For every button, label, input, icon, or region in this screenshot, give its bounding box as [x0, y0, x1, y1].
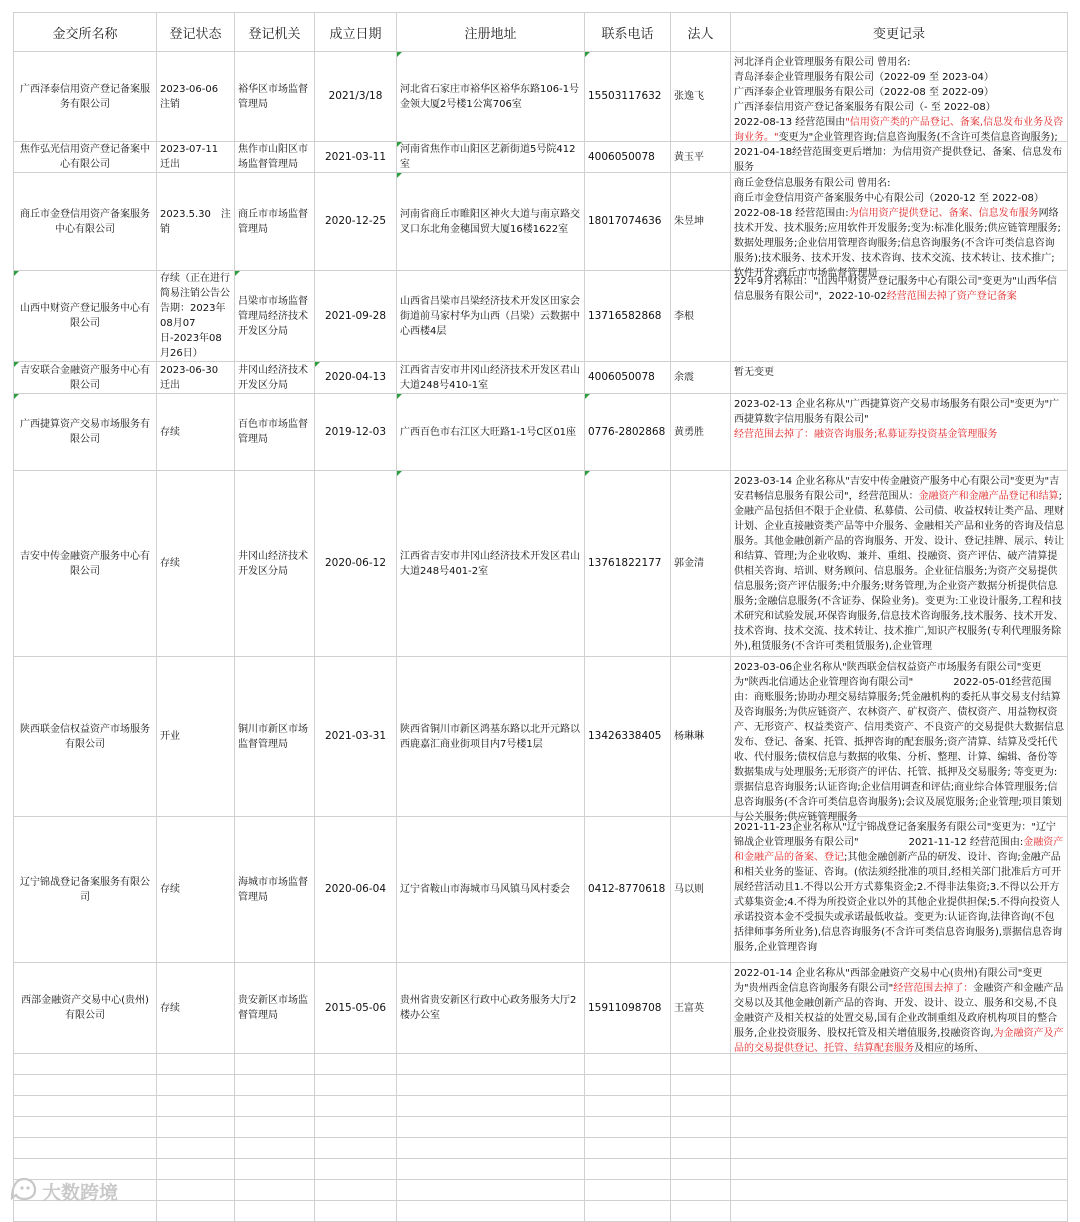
change-log-text: 暂无变更 — [734, 367, 774, 378]
empty-cell — [731, 1075, 1068, 1096]
change-log-line — [734, 427, 1064, 442]
status-cell: 2023.5.30 注销 — [157, 173, 235, 271]
phone-cell: 15503117632 — [585, 52, 671, 142]
change-log-text: 金融资产和金融产品交易以及其他金融创新产品的咨询、开发、设计、设立、服务和交易,不良金融资产及相关权益的处置交易,国有企业改制重组及政府机构项目的整合服务,企业投资服务、股权托管及相关增值服务,投融资咨询, — [734, 983, 1064, 1039]
change-log-line — [734, 115, 1064, 145]
change-log-text: ;其他金融创新产品的研发、设计、咨询;金融产品和相关业务的鉴证、咨询。(依法须经批准的项目,经相关部门批准后方可开展经营活动且1.不得以公开方式募集资金;2.不得非法集资;3.不得以公开方式募集资金;4.不得为所投资企业以外的其他企业提供担保;5.不得向投资人承诺投资本金不受损失或承诺最低收益。变更为:认证咨询,法律咨询(不包括律师事务所业务),信息咨询服务(不含许可类信息咨询服务),票据信息咨询服务,企业管理咨询 — [734, 852, 1063, 953]
company-name-cell: 吉安联合金融资产服务中心有限公司 — [14, 362, 157, 394]
status-cell: 存续 — [157, 817, 235, 963]
change-log-cell — [731, 471, 1068, 657]
change-log-text: 商丘市金登信用资产备案服务中心有限公司（2020-12 至 2022-08） — [734, 193, 1044, 204]
empty-cell — [731, 1180, 1068, 1201]
phone-cell: 0776-2802868 — [585, 394, 671, 471]
founded-date-cell: 2015-05-06 — [315, 963, 397, 1054]
header-cell: 联系电话 — [585, 13, 671, 52]
change-log-highlight: 经营范围去掉了：融资咨询服务;私募证券投资基金管理服务 — [734, 429, 998, 440]
company-name-cell: 商丘市金登信用资产备案服务中心有限公司 — [14, 173, 157, 271]
phone-cell: 13761822177 — [585, 471, 671, 657]
phone-cell: 13426338405 — [585, 657, 671, 817]
empty-cell — [731, 1201, 1068, 1222]
change-log-cell — [731, 142, 1068, 173]
empty-cell — [585, 1075, 671, 1096]
empty-cell — [671, 1201, 731, 1222]
empty-row — [14, 1054, 1068, 1075]
founded-date-cell: 2021/3/18 — [315, 52, 397, 142]
legal-person-cell: 朱昱坤 — [671, 173, 731, 271]
phone-cell: 4006050078 — [585, 362, 671, 394]
change-log-text: 网络技术开发、技术服务;应用软件开发服务;变为:标准化服务;供应链管理服务;数据处理服务;企业信用管理咨询服务;信息咨询服务(不含许可类信息咨询服务);技术服务、技术开发、技术咨询、技术交流、技术转让、技术推广;软件开发;商丘市市场监督管理局 — [734, 208, 1061, 279]
address-cell: 山西省吕梁市吕梁经济技术开发区田家会街道前马家村华为山西（吕梁）云数据中心西楼4层 — [397, 271, 585, 362]
header-cell: 登记状态 — [157, 13, 235, 52]
founded-date-cell: 2021-03-11 — [315, 142, 397, 173]
table-row — [14, 963, 1068, 1054]
address-cell: 辽宁省鞍山市海城市马风镇马风村委会 — [397, 817, 585, 963]
header-cell: 注册地址 — [397, 13, 585, 52]
empty-cell — [731, 1159, 1068, 1180]
empty-row — [14, 1201, 1068, 1222]
legal-person-cell: 王富英 — [671, 963, 731, 1054]
empty-cell — [397, 1054, 585, 1075]
table-row — [14, 817, 1068, 963]
empty-cell — [315, 1159, 397, 1180]
status-cell: 存续（正在进行简易注销公告公告期：2023年08月07日-2023年08月26日） — [157, 271, 235, 362]
status-cell: 开业 — [157, 657, 235, 817]
empty-cell — [157, 1096, 235, 1117]
empty-cell — [157, 1201, 235, 1222]
empty-cell — [14, 1117, 157, 1138]
change-log-text: 2023-03-14 企业名称从"吉安中传金融资产服务中心有限公司"变更为"吉安君畅信息服务有限公司"，经营范围从： — [734, 476, 1060, 502]
company-name-cell: 辽宁锦战登记备案服务有限公司 — [14, 817, 157, 963]
change-log-text: 2022-01-14 企业名称从"西部金融资产交易中心(贵州)有限公司"变更为"贵州西金信息咨询服务有限公司" — [734, 968, 1043, 994]
change-log-text: 商丘金登信息服务有限公司 曾用名: — [734, 178, 891, 189]
change-log-cell — [731, 52, 1068, 142]
empty-cell — [235, 1117, 315, 1138]
header-row — [14, 13, 1068, 52]
change-log-text: 2022-08-13 经营范围由 — [734, 117, 846, 128]
empty-cell — [397, 1096, 585, 1117]
empty-cell — [315, 1201, 397, 1222]
table-row — [14, 394, 1068, 471]
change-log-highlight: 为金融资产及产品的交易提供登记、托管、结算配套服务 — [734, 1028, 1064, 1054]
empty-cell — [157, 1054, 235, 1075]
change-log-line — [734, 191, 1064, 206]
founded-date-cell: 2020-06-12 — [315, 471, 397, 657]
phone-cell: 18017074636 — [585, 173, 671, 271]
table-row — [14, 173, 1068, 271]
change-log-line — [734, 55, 1064, 70]
empty-cell — [235, 1201, 315, 1222]
empty-cell — [585, 1180, 671, 1201]
change-log-highlight: 经营范围去掉了资产登记备案 — [886, 291, 1017, 302]
empty-cell — [235, 1054, 315, 1075]
status-cell: 2023-06-30 迁出 — [157, 362, 235, 394]
change-log-line — [734, 100, 1064, 115]
empty-cell — [585, 1138, 671, 1159]
empty-cell — [585, 1117, 671, 1138]
change-log-text: 2021-11-23企业名称从"辽宁锦战登记备案服务有限公司"变更为："辽宁锦战企业管理服务有限公司" 2021-11-12 经营范围由: — [734, 822, 1056, 848]
change-log-line — [734, 85, 1064, 100]
change-log-highlight: 金融资产和金融产品的备案、登记 — [734, 837, 1064, 863]
table-row — [14, 471, 1068, 657]
empty-cell — [157, 1180, 235, 1201]
empty-cell — [671, 1096, 731, 1117]
phone-cell: 4006050078 — [585, 142, 671, 173]
change-log-text: 2021-04-18经营范围变更后增加：为信用资产提供登记、备案、信息发布服务 — [734, 147, 1063, 173]
empty-cell — [235, 1075, 315, 1096]
change-log-highlight: 经营范围去掉了： — [893, 983, 974, 994]
authority-cell: 百色市市场监督管理局 — [235, 394, 315, 471]
empty-cell — [235, 1159, 315, 1180]
header-cell: 金交所名称 — [14, 13, 157, 52]
empty-cell — [315, 1054, 397, 1075]
legal-person-cell: 郭金清 — [671, 471, 731, 657]
company-name-cell: 吉安中传金融资产服务中心有限公司 — [14, 471, 157, 657]
empty-cell — [671, 1159, 731, 1180]
empty-cell — [731, 1117, 1068, 1138]
empty-cell — [397, 1201, 585, 1222]
empty-cell — [235, 1180, 315, 1201]
founded-date-cell: 2020-06-04 — [315, 817, 397, 963]
empty-cell — [397, 1180, 585, 1201]
empty-cell — [14, 1138, 157, 1159]
empty-row — [14, 1096, 1068, 1117]
company-name-cell: 广西捷算资产交易市场服务有限公司 — [14, 394, 157, 471]
authority-cell: 铜川市新区市场监督管理局 — [235, 657, 315, 817]
company-name-cell: 陕西联金信权益资产市场服务有限公司 — [14, 657, 157, 817]
empty-cell — [157, 1159, 235, 1180]
ghost-logo-icon — [8, 1176, 42, 1207]
watermark — [8, 1176, 118, 1207]
phone-cell: 0412-8770618 — [585, 817, 671, 963]
legal-person-cell: 黄勇胜 — [671, 394, 731, 471]
table-row — [14, 52, 1068, 142]
header-cell: 登记机关 — [235, 13, 315, 52]
address-cell: 江西省吉安市井冈山经济技术开发区君山大道248号401-2室 — [397, 471, 585, 657]
change-log-line — [734, 176, 1064, 191]
change-log-cell — [731, 173, 1068, 279]
status-cell: 2023-06-06 注销 — [157, 52, 235, 142]
address-cell: 河北省石家庄市裕华区裕华东路106-1号金领大厦2号楼1公寓706室 — [397, 52, 585, 142]
empty-cell — [315, 1096, 397, 1117]
change-log-text: 及相应的场所、 — [914, 1043, 984, 1054]
authority-cell: 海城市市场监督管理局 — [235, 817, 315, 963]
change-log-line — [734, 660, 1064, 825]
address-cell: 江西省吉安市井冈山经济技术开发区君山大道248号410-1室 — [397, 362, 585, 394]
change-log-line — [734, 145, 1064, 175]
empty-cell — [315, 1180, 397, 1201]
status-cell: 存续 — [157, 471, 235, 657]
empty-cell — [585, 1096, 671, 1117]
empty-cell — [671, 1117, 731, 1138]
empty-row — [14, 1180, 1068, 1201]
legal-person-cell: 张逸飞 — [671, 52, 731, 142]
founded-date-cell: 2020-04-13 — [315, 362, 397, 394]
empty-cell — [14, 1054, 157, 1075]
empty-row — [14, 1075, 1068, 1096]
change-log-cell — [731, 817, 1068, 963]
phone-cell: 15911098708 — [585, 963, 671, 1054]
authority-cell: 商丘市市场监督管理局 — [235, 173, 315, 271]
company-name-cell: 山西中财资产登记服务中心有限公司 — [14, 271, 157, 362]
empty-cell — [235, 1096, 315, 1117]
founded-date-cell: 2021-09-28 — [315, 271, 397, 362]
legal-person-cell: 李根 — [671, 271, 731, 362]
empty-cell — [671, 1180, 731, 1201]
company-name-cell: 广西泽泰信用资产登记备案服务有限公司 — [14, 52, 157, 142]
empty-cell — [157, 1117, 235, 1138]
empty-cell — [235, 1138, 315, 1159]
header-cell: 成立日期 — [315, 13, 397, 52]
authority-cell: 裕华区市场监督管理局 — [235, 52, 315, 142]
empty-cell — [731, 1138, 1068, 1159]
legal-person-cell: 杨琳琳 — [671, 657, 731, 817]
address-cell: 陕西省铜川市新区鸿基东路以北开元路以西鹿嘉汇商业街项目内7号楼1层 — [397, 657, 585, 817]
table-row — [14, 142, 1068, 173]
empty-cell — [585, 1159, 671, 1180]
header-cell: 法人 — [671, 13, 731, 52]
founded-date-cell: 2019-12-03 — [315, 394, 397, 471]
founded-date-cell: 2021-03-31 — [315, 657, 397, 817]
empty-cell — [397, 1159, 585, 1180]
watermark-text: 大数跨境 — [42, 1182, 119, 1204]
empty-cell — [157, 1075, 235, 1096]
founded-date-cell: 2020-12-25 — [315, 173, 397, 271]
change-log-cell — [731, 394, 1068, 471]
change-log-cell — [731, 271, 1068, 362]
empty-cell — [397, 1138, 585, 1159]
change-log-highlight: 金融资产和金融产品登记和结算 — [918, 491, 1059, 502]
empty-cell — [14, 1096, 157, 1117]
change-log-text: 河北泽肖企业管理服务有限公司 曾用名: — [734, 57, 911, 68]
change-log-text: 变更为"企业管理咨询;信息咨询服务(不含许可类信息咨询服务); — [778, 132, 1058, 143]
change-log-line — [734, 820, 1064, 955]
change-log-text: 广西泽泰企业管理服务有限公司（2022-08 至 2022-09） — [734, 87, 994, 98]
empty-cell — [585, 1054, 671, 1075]
change-log-text: ;金融产品包括但不限于企业债、私募债、公司债、收益权转让类产品、理财计划、企业直接融资类产品等中介服务、金融相关产品和业务的咨询及信息服务。其他金融创新产品的咨询服务、开发、设计、登记挂牌、展示、转让和结算、管理;为企业收购、兼并、重组、投融资、资产评估、破产清算提供相关咨询、培训、财务顾问、信息服务。企业征信服务;为资产交易提供信息服务;资产评估服务;中介服务;财务管理,为企业资产数据分析提供信息服务;金融信息服务(不含证券、保险业务)。变更为:工业设计服务,工程和技术研究和试验发展,环保咨询服务,信息技术咨询服务,技术服务、技术开发、技术咨询、技术交流、技术转让、技术推广,知识产权服务(专利代理服务除外),租赁服务(不含许可类租赁服务),企业管理 — [734, 491, 1064, 652]
authority-cell: 贵安新区市场监督管理局 — [235, 963, 315, 1054]
table-row — [14, 362, 1068, 394]
status-cell: 2023-07-11 迁出 — [157, 142, 235, 173]
authority-cell: 井冈山经济技术开发区分局 — [235, 362, 315, 394]
empty-cell — [671, 1138, 731, 1159]
empty-cell — [397, 1117, 585, 1138]
change-log-text: 2023-03-06企业名称从"陕西联金信权益资产市场服务有限公司"变更为"陕西北信通达企业管理咨询有限公司" 2022-05-01经营范围由：商账服务;协助办理交易结算服务;凭金融机构的委托从事交易支付结算及咨询服务;为供应链资产、农林资产、矿权资产、债权资产、用益物权资产、无形资产、权益类资产、信用类资产、不良资产的交易提供大数据信息发布、登记、备案、托管、抵押咨询的配套服务;资产清算、结算及受托代收、代付服务;债权信息与数据的收集、分析、整理、计算、编辑、备份等数据集成与处理服务;无形资产的评估、托管、抵押及交易服务; 等变更为:票据信息咨询服务;认证咨询;企业信用调查和评估;商业综合体管理服务;信息咨询服务(不含许可类信息咨询服务);会议及展览服务;企业管理;项目策划与公关服务;供应链管理服务 — [734, 662, 1064, 823]
empty-row — [14, 1138, 1068, 1159]
legal-person-cell: 马以则 — [671, 817, 731, 963]
address-cell: 广西百色市右江区大旺路1-1号C区01座 — [397, 394, 585, 471]
change-log-cell — [731, 657, 1068, 823]
change-log-cell — [731, 362, 1068, 394]
empty-cell — [671, 1054, 731, 1075]
header-cell: 变更记录 — [731, 13, 1068, 52]
change-log-text: 22年9月名称由："山西中财资产登记服务中心有限公司"变更为"山西华信信息服务有限公司"，2022-10-02 — [734, 276, 1057, 302]
legal-person-cell: 黄玉平 — [671, 142, 731, 173]
change-log-line — [734, 70, 1064, 85]
change-log-text: 2023-02-13 企业名称从"广西捷算资产交易市场服务有限公司"变更为"广西捷算数字信用服务有限公司" — [734, 399, 1060, 425]
empty-cell — [315, 1117, 397, 1138]
change-log-text: 2022-08-18 经营范围由: — [734, 208, 849, 219]
authority-cell: 焦作市山阳区市场监督管理局 — [235, 142, 315, 173]
change-log-highlight: 为信用资产提供登记、备案、信息发布服务 — [848, 208, 1039, 219]
empty-cell — [157, 1138, 235, 1159]
change-log-text: 青岛泽泰企业管理服务有限公司（2022-09 至 2023-04） — [734, 72, 994, 83]
address-cell: 贵州省贵安新区行政中心政务服务大厅2楼办公室 — [397, 963, 585, 1054]
change-log-text: 广西泽泰信用资产登记备案服务有限公司（- 至 2022-08） — [734, 102, 996, 113]
change-log-highlight: "信用资产类的产品登记、备案,信息发布业务及咨询业务。" — [734, 117, 1064, 143]
authority-cell: 井冈山经济技术开发区分局 — [235, 471, 315, 657]
change-log-line — [734, 365, 1064, 380]
phone-cell: 13716582868 — [585, 271, 671, 362]
address-cell: 河南省商丘市睢阳区神火大道与南京路交叉口东北角金穗国贸大厦16楼1622室 — [397, 173, 585, 271]
company-name-cell: 焦作弘光信用资产登记备案中心有限公司 — [14, 142, 157, 173]
empty-row — [14, 1117, 1068, 1138]
address-cell: 河南省焦作市山阳区艺新街道5号院412室 — [397, 142, 585, 173]
spreadsheet — [13, 12, 1067, 1222]
empty-row — [14, 1159, 1068, 1180]
company-name-cell: 西部金融资产交易中心(贵州)有限公司 — [14, 963, 157, 1054]
change-log-line — [734, 966, 1064, 1056]
empty-cell — [397, 1075, 585, 1096]
table-row — [14, 657, 1068, 817]
status-cell: 存续 — [157, 963, 235, 1054]
empty-cell — [585, 1201, 671, 1222]
empty-cell — [671, 1075, 731, 1096]
table-row — [14, 271, 1068, 362]
authority-cell: 吕梁市市场监督管理局经济技术开发区分局 — [235, 271, 315, 362]
registry-table — [13, 12, 1068, 1222]
status-cell: 存续 — [157, 394, 235, 471]
empty-cell — [315, 1075, 397, 1096]
empty-cell — [14, 1075, 157, 1096]
change-log-line — [734, 397, 1064, 427]
empty-cell — [315, 1138, 397, 1159]
change-log-line — [734, 274, 1064, 304]
change-log-line — [734, 474, 1064, 654]
empty-cell — [731, 1096, 1068, 1117]
empty-cell — [731, 1054, 1068, 1075]
change-log-cell — [731, 963, 1068, 1054]
legal-person-cell: 余震 — [671, 362, 731, 394]
